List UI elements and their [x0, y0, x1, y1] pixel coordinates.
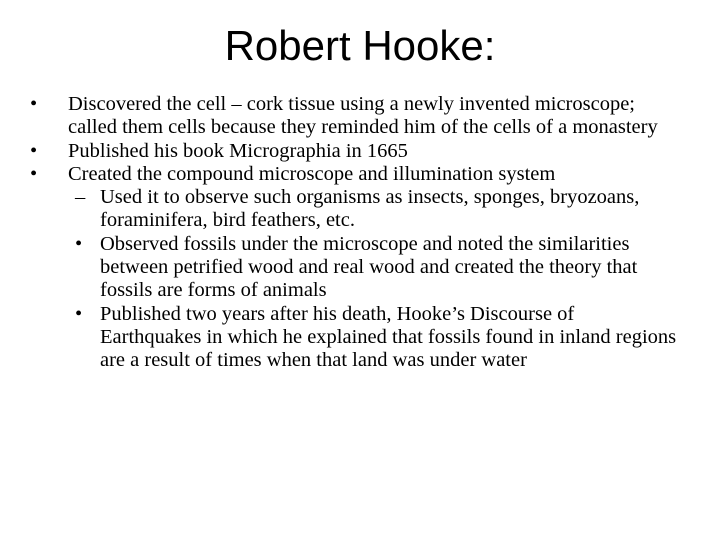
slide-title: Robert Hooke: [224, 22, 496, 69]
dash-marker: – [75, 186, 86, 209]
sub-bullet-text: Observed fossils under the microscope and noted the similarities between petrified wood and real wood and created the theory that fossils are forms of animals [100, 232, 638, 302]
bullet-item [30, 93, 680, 140]
bullet-item [30, 140, 680, 163]
bullet-text: Discovered the cell – cork tissue using a newly invented microscope; called them cells because they reminded him of the cells of a monastery [68, 93, 658, 139]
sub-bullet-text: Published two years after his death, Hooke’s Discourse of Earthquakes in which he explained that fossils found in inland regions are a result of times when that land was under water [100, 302, 677, 372]
sub-bullet-item [30, 233, 680, 303]
bullet-text: Created the compound microscope and illumination system [68, 162, 556, 185]
sub-bullet-item [30, 186, 680, 233]
bullet-marker: • [30, 93, 38, 115]
bullet-marker: • [75, 232, 83, 255]
slide-body [30, 93, 680, 373]
bullet-text: Published his book Micrographia in 1665 [68, 139, 408, 162]
bullet-marker: • [30, 162, 38, 185]
sub-bullet-item [30, 303, 680, 373]
bullet-marker: • [75, 302, 83, 325]
sub-bullet-text: Used it to observe such organisms as insects, sponges, bryozoans, foraminifera, bird feathers, etc. [100, 186, 640, 232]
bullet-item [30, 163, 680, 186]
bullet-marker: • [30, 139, 38, 162]
